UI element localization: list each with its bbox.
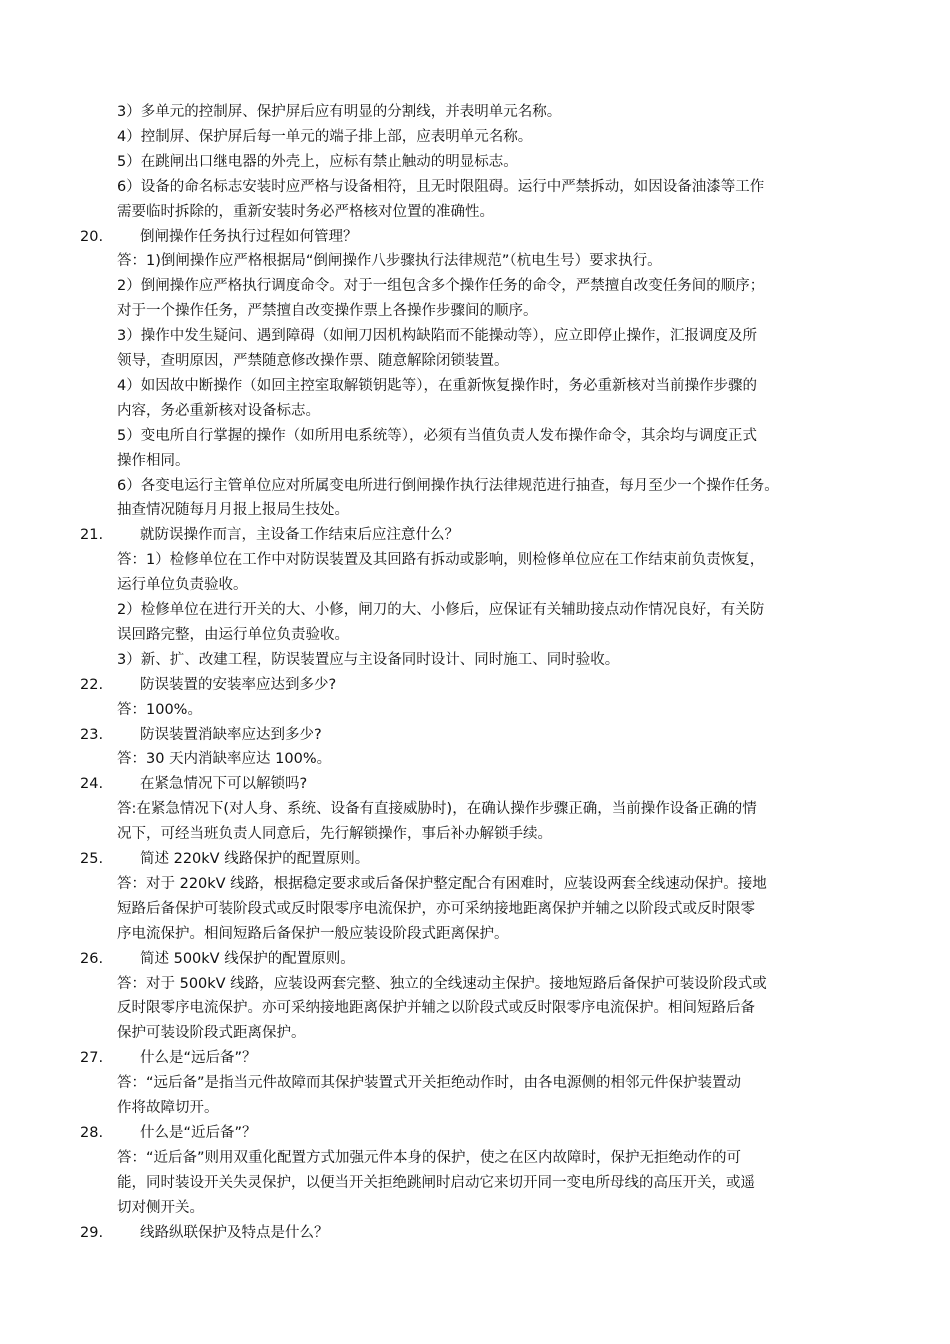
body-text-line: 误回路完整，由运行单位负责验收。 [117,627,349,643]
question-number: 29. [80,1225,104,1241]
body-text-line: 内容，务必重新核对设备标志。 [117,403,320,419]
body-text-line: 况下，可经当班负责人同意后，先行解锁操作，事后补办解锁手续。 [117,826,552,842]
body-text-line: 答：30 天内消缺率应达 100%。 [117,751,332,767]
body-text-line: 3）操作中发生疑问、遇到障碍（如闸刀因机构缺陷而不能操动等），应立即停止操作，汇报调度及所 [117,328,757,344]
body-text-line: 序电流保护。相间短路后备保护一般应装设阶段式距离保护。 [117,926,509,942]
body-text-line: 答：“近后备”则用双重化配置方式加强元件本身的保护，使之在区内故障时，保护无拒绝动作的可 [117,1150,742,1166]
body-text-line: 3）多单元的控制屏、保护屏后应有明显的分割线，并表明单元名称。 [117,104,562,120]
body-text-line: 5）变电所自行掌握的操作（如所用电系统等），必须有当值负责人发布操作命令，其余均与调度正式 [117,428,757,444]
body-text-line: 6）各变电运行主管单位应对所属变电所进行倒闸操作执行法律规范进行抽查，每月至少一个操作任务。 [117,478,779,494]
body-text-line: 答：1）检修单位在工作中对防误装置及其回路有拆动或影响，则检修单位应在工作结束前负责恢复， [117,552,765,568]
body-text-line: 保护可装设阶段式距离保护。 [117,1025,306,1041]
question-number: 28. [80,1125,104,1141]
body-text-line: 领导，查明原因，严禁随意修改操作票、随意解除闭锁装置。 [117,353,509,369]
question-text: 线路纵联保护及特点是什么？ [140,1225,329,1241]
body-text-line: 答：“远后备”是指当元件故障而其保护装置式开关拒绝动作时，由各电源侧的相邻元件保护装置动 [117,1075,742,1091]
body-text-line: 5）在跳闸出口继电器的外壳上，应标有禁止触动的明显标志。 [117,154,518,170]
body-text-line: 6）设备的命名标志安装时应严格与设备相符，且无时限阻碍。运行中严禁拆动，如因设备油漆等工作 [117,179,765,195]
body-text-line: 对于一个操作任务，严禁擅自改变操作票上各操作步骤间的顺序。 [117,303,538,319]
body-text-line: 答：100%。 [117,702,202,718]
body-text-line: 需要临时拆除的，重新安装时务必严格核对位置的准确性。 [117,204,494,220]
question-number: 22. [80,677,104,693]
body-text-line: 4）如因故中断操作（如回主控室取解锁钥匙等），在重新恢复操作时，务必重新核对当前操作步骤的 [117,378,757,394]
question-number: 24. [80,776,104,792]
body-text-line: 反时限零序电流保护。亦可采纳接地距离保护并辅之以阶段式或反时限零序电流保护。相间短路后备 [117,1000,755,1016]
question-text: 在紧急情况下可以解锁吗? [140,776,308,792]
body-text-line: 答:在紧急情况下(对人身、系统、设备有直接威胁时)，在确认操作步骤正确，当前操作设备正确的情 [117,801,757,817]
question-text: 简述 220kV 线路保护的配置原则。 [140,851,370,867]
question-text: 倒闸操作任务执行过程如何管理？ [140,229,358,245]
question-text: 防误装置的安装率应达到多少? [140,677,337,693]
body-text-line: 操作相同。 [117,453,190,469]
body-text-line: 短路后备保护可装阶段式或反时限零序电流保护，亦可采纳接地距离保护并辅之以阶段式或反时限零 [117,901,755,917]
question-text: 什么是“远后备”？ [140,1050,257,1066]
question-number: 26. [80,951,104,967]
body-text-line: 答：对于 220kV 线路，根据稳定要求或后备保护整定配合有困难时，应装设两套全线速动保护。接地 [117,876,767,892]
body-text-line: 切对侧开关。 [117,1200,204,1216]
question-number: 21. [80,527,104,543]
question-number: 27. [80,1050,104,1066]
body-text-line: 答：1)倒闸操作应严格根据局“倒闸操作八步骤执行法律规范”（杭电生号）要求执行。 [117,253,662,269]
question-number: 23. [80,727,104,743]
body-text-line: 2）检修单位在进行开关的大、小修，闸刀的大、小修后，应保证有关辅助接点动作情况良好，有关防 [117,602,765,618]
body-text-line: 能，同时装设开关失灵保护，以便当开关拒绝跳闸时启动它来切开同一变电所母线的高压开关，或遥 [117,1175,755,1191]
body-text-line: 作将故障切开。 [117,1100,219,1116]
body-text-line: 答：对于 500kV 线路，应装设两套完整、独立的全线速动主保护。接地短路后备保护可装设阶段式或 [117,976,767,992]
question-text: 防误装置消缺率应达到多少? [140,727,322,743]
question-text: 什么是“近后备”？ [140,1125,257,1141]
question-number: 20. [80,229,104,245]
body-text-line: 运行单位负责验收。 [117,577,248,593]
body-text-line: 抽查情况随每月月报上报局生技处。 [117,502,349,518]
body-text-line: 4）控制屏、保护屏后每一单元的端子排上部，应表明单元名称。 [117,129,533,145]
body-text-line: 3）新、扩、改建工程，防误装置应与主设备同时设计、同时施工、同时验收。 [117,652,620,668]
body-text-line: 2）倒闸操作应严格执行调度命令。对于一组包含多个操作任务的命令，严禁擅自改变任务间的顺序； [117,278,765,294]
question-text: 就防误操作而言，主设备工作结束后应注意什么？ [140,527,459,543]
question-text: 简述 500kV 线保护的配置原则。 [140,951,355,967]
question-number: 25. [80,851,104,867]
